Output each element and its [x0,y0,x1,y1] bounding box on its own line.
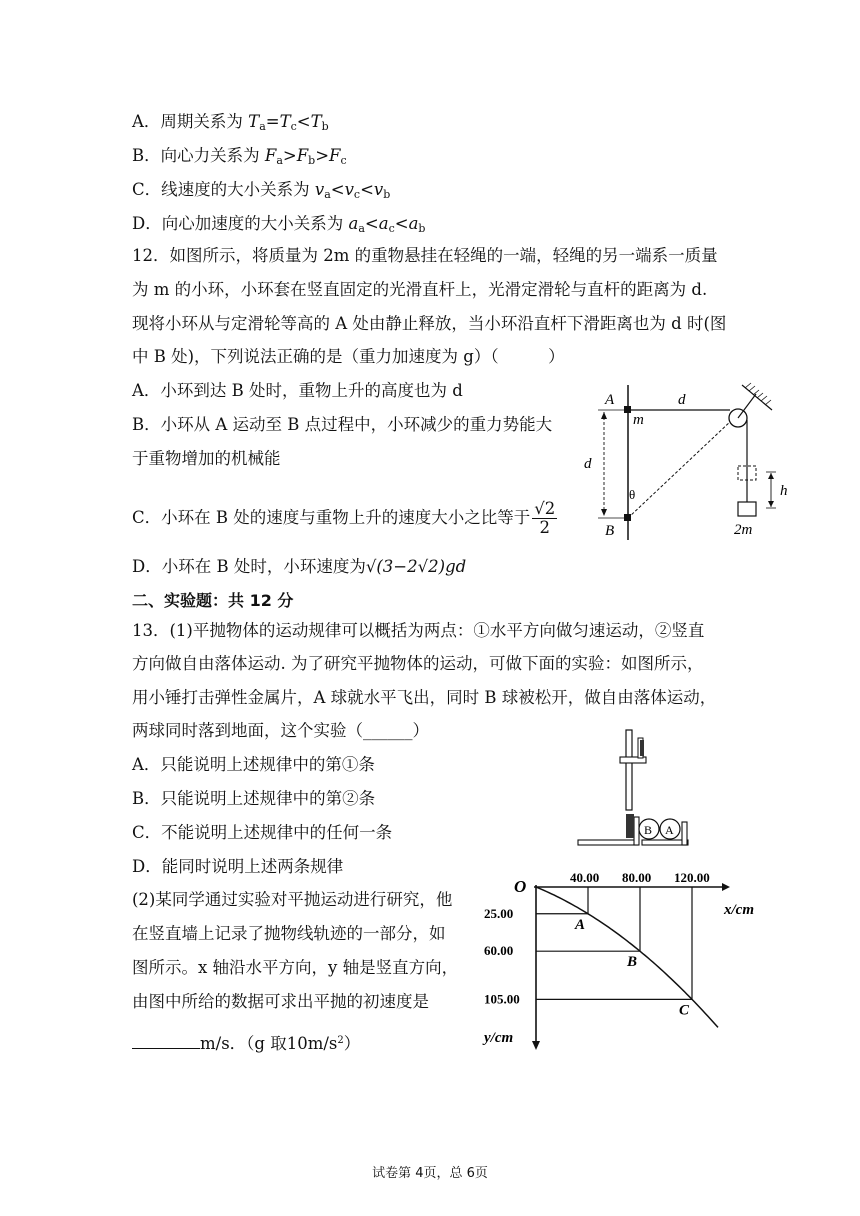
q13-part2-line-3: 图所示。x 轴沿水平方向，y 轴是竖直方向， [132,958,459,977]
sqrt2-over-2-fraction: $\frac{√2}{2}$ [534,499,556,537]
q12-option-b-line-2: 于重物增加的机械能 [132,449,281,468]
q13-part2-line-1: (2)某同学通过实验对平抛运动进行研究，他 [132,890,453,909]
y-tick-label: 105.00 [484,991,520,1007]
q13-part2-line-2: 在竖直墙上记录了抛物线轨迹的一部分，如 [132,924,446,943]
x-axis-label: x/cm [724,902,754,918]
q11-option-d: D．向心加速度的大小关系为 $a_a<a_c<a_b$ [132,214,426,235]
trajectory-grid [536,887,692,999]
height-h-label: h [780,483,788,499]
x-tick-label: 40.00 [570,870,600,885]
q12-stem-line-1: 12．如图所示，将质量为 2m 的重物悬挂在轻绳的一端，轻绳的另一端系一质量 [132,246,718,265]
q12-stem-line-2: 为 m 的小环，小环套在竖直固定的光滑直杆上，光滑定滑轮与直杆的距离为 d. [132,280,708,299]
x-axis-arrow-icon [722,883,730,891]
q13-option-d: D．能同时说明上述两条规律 [132,857,344,876]
mass-m-label: m [633,412,644,428]
q13-stem-line-3: 用小锤打击弹性金属片，A 球就水平飞出，同时 B 球被松开，做自由落体运动， [132,688,717,707]
ball-b-label: B [644,823,653,837]
distance-d-top-label: d [678,392,686,408]
y-axis-label: y/cm [484,1030,514,1046]
q13-option-a: A．只能说明上述规律中的第①条 [132,755,375,774]
q11-option-c: C．线速度的大小关系为 $v_a<v_c<v_b$ [132,180,391,201]
q12-option-c: C．小环在 B 处的速度与重物上升的速度大小之比等于 $\frac{√2}{2}$ [132,499,556,537]
q11-option-b: B．向心力关系为 $F_a>F_b>F_c$ [132,146,347,167]
point-b-label: B [605,523,615,539]
y-tick-label: 25.00 [484,905,514,921]
q13-part2-answer-line: m/s．（g 取$10m/s^2$） [132,1030,360,1055]
q13-option-c: C．不能说明上述规律中的任何一条 [132,823,393,842]
ring-pulley-figure [580,380,810,545]
y-tick-label: 60.00 [484,943,514,959]
distance-d-side-label: d [584,456,592,472]
origin-label: O [514,877,527,896]
q13-option-b: B．只能说明上述规律中的第②条 [132,789,376,808]
q13-stem-line-2: 方向做自由落体运动. 为了研究平抛物体的运动，可做下面的实验：如图所示， [132,654,704,673]
point-A-label: A [575,916,586,933]
x-tick-label: 80.00 [622,870,652,885]
section-title: 二、实验题：共 12 分 [132,591,294,610]
trajectory-chart [478,870,778,1060]
ball-a-label: A [665,823,674,837]
point-C-label: C [679,1002,690,1019]
q12-stem-line-4: 中 B 处)，下列说法正确的是（重力加速度为 g）（ ） [132,347,565,366]
q13-part2-line-4: 由图中所给的数据可求出平抛的初速度是 [132,992,429,1011]
velocity-expression: √(3−2√2)gd [365,557,467,576]
theta-label: θ [629,487,636,502]
q13-stem-line-4: 两球同时落到地面，这个实验（______） [132,721,429,740]
mass-2m-label: 2m [734,522,753,538]
q11-option-a: A．周期关系为 $T_a=T_c<T_b$ [132,112,329,133]
q12-option-a: A．小环到达 B 处时，重物上升的高度也为 d [132,381,463,400]
projectile-apparatus-figure [572,722,692,850]
point-B-label: B [627,954,638,971]
page-footer: 试卷第 4页，总 6页 [372,1166,488,1181]
q12-option-d: D．小环在 B 处时，小环速度为√(3−2√2)gd [132,557,467,576]
q13-stem-line-1: 13．(1)平抛物体的运动规律可以概括为两点：①水平方向做匀速运动，②竖直 [132,621,705,640]
q12-option-b-line-1: B．小环从 A 运动至 B 点过程中，小环减少的重力势能大 [132,415,553,434]
q12-stem-line-3: 现将小环从与定滑轮等高的 A 处由静止释放，当小环沿直杆下滑距离也为 d 时(图 [132,314,727,333]
y-axis-arrow-icon [532,1041,540,1050]
point-a-label: A [605,392,615,408]
x-tick-label: 120.00 [674,870,710,885]
answer-blank[interactable] [132,1032,200,1049]
